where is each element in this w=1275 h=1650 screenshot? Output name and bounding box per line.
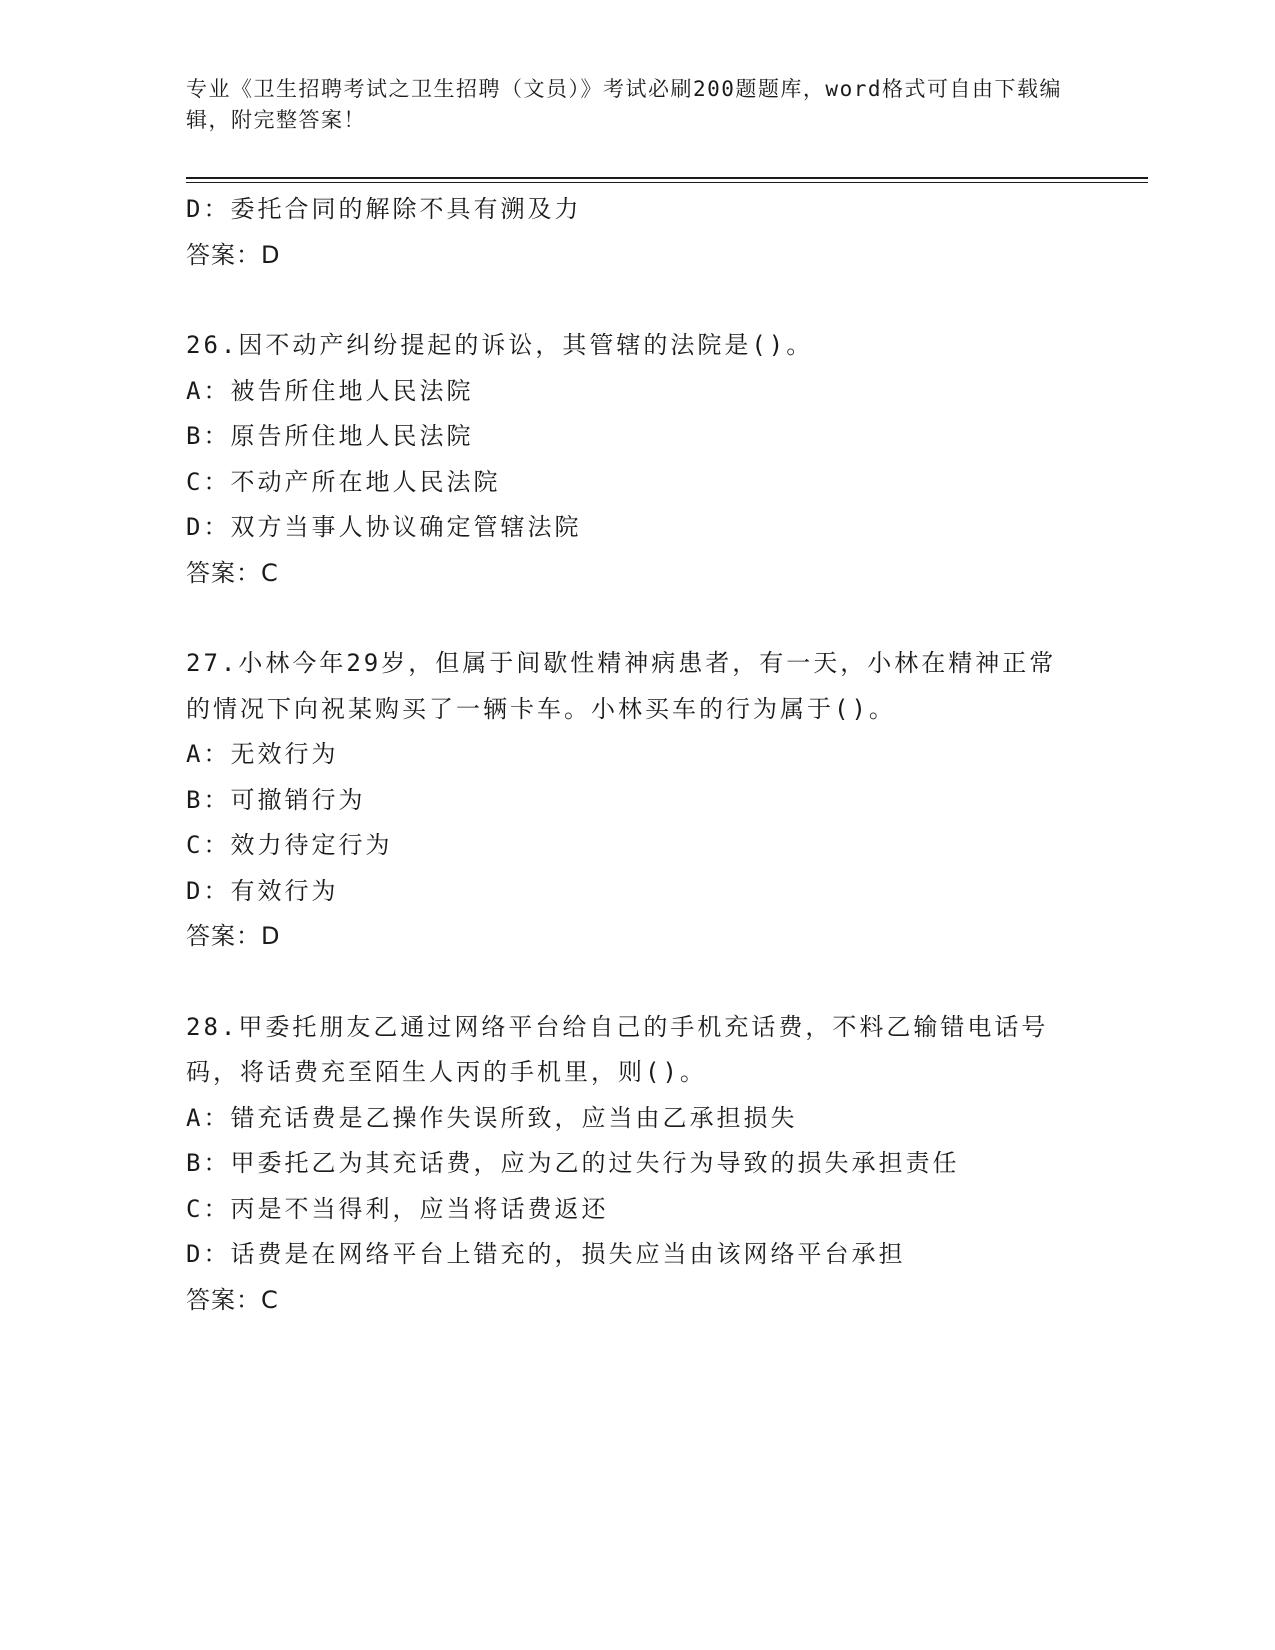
option-c: C：丙是不当得利，应当将话费返还 xyxy=(186,1194,609,1223)
option-a: A：无效行为 xyxy=(186,740,339,768)
question-stem: 27.小林今年29岁，但属于间歇性精神病患者，有一天，小林在精神正常的情况下向祝某购买了一辆卡车。小林买车的行为属于()。 xyxy=(186,649,1057,723)
option-d: D：有效行为 xyxy=(186,876,339,905)
divider-thick-line xyxy=(186,177,1148,179)
answer-line: 答案：D xyxy=(186,240,281,269)
option-b: B：甲委托乙为其充话费，应为乙的过失行为导致的损失承担责任 xyxy=(186,1149,960,1177)
answer-line: 答案：C xyxy=(186,558,279,587)
answer-line: 答案：D xyxy=(186,922,281,950)
option-c: C：不动产所在地人民法院 xyxy=(186,467,501,496)
question-block xyxy=(186,1005,1076,1324)
question-block xyxy=(186,323,1076,596)
option-b: B：可撤销行为 xyxy=(186,785,366,814)
option-b: B：原告所住地人民法院 xyxy=(186,422,474,450)
document-header: 专业《卫生招聘考试之卫生招聘（文员）》考试必刷200题题库，word格式可自由下载编辑，附完整答案！ xyxy=(186,77,1062,132)
option-d: D：委托合同的解除不具有溯及力 xyxy=(186,195,582,223)
question-block xyxy=(186,641,1076,960)
question-stem: 28.甲委托朋友乙通过网络平台给自己的手机充话费，不料乙输错电话号码，将话费充至陌生人丙的手机里，则()。 xyxy=(186,1012,1049,1086)
divider-thin-line xyxy=(186,182,1148,183)
answer-line: 答案：C xyxy=(186,1285,279,1314)
option-d: D：双方当事人协议确定管辖法院 xyxy=(186,513,582,541)
question-stem: 26.因不动产纠纷提起的诉讼，其管辖的法院是()。 xyxy=(186,331,814,359)
question-list xyxy=(186,187,1076,1323)
header-divider xyxy=(186,177,1148,183)
option-a: A：被告所住地人民法院 xyxy=(186,376,474,405)
option-a: A：错充话费是乙操作失误所致，应当由乙承担损失 xyxy=(186,1103,798,1132)
option-c: C：效力待定行为 xyxy=(186,831,393,859)
option-d: D：话费是在网络平台上错充的，损失应当由该网络平台承担 xyxy=(186,1240,906,1268)
